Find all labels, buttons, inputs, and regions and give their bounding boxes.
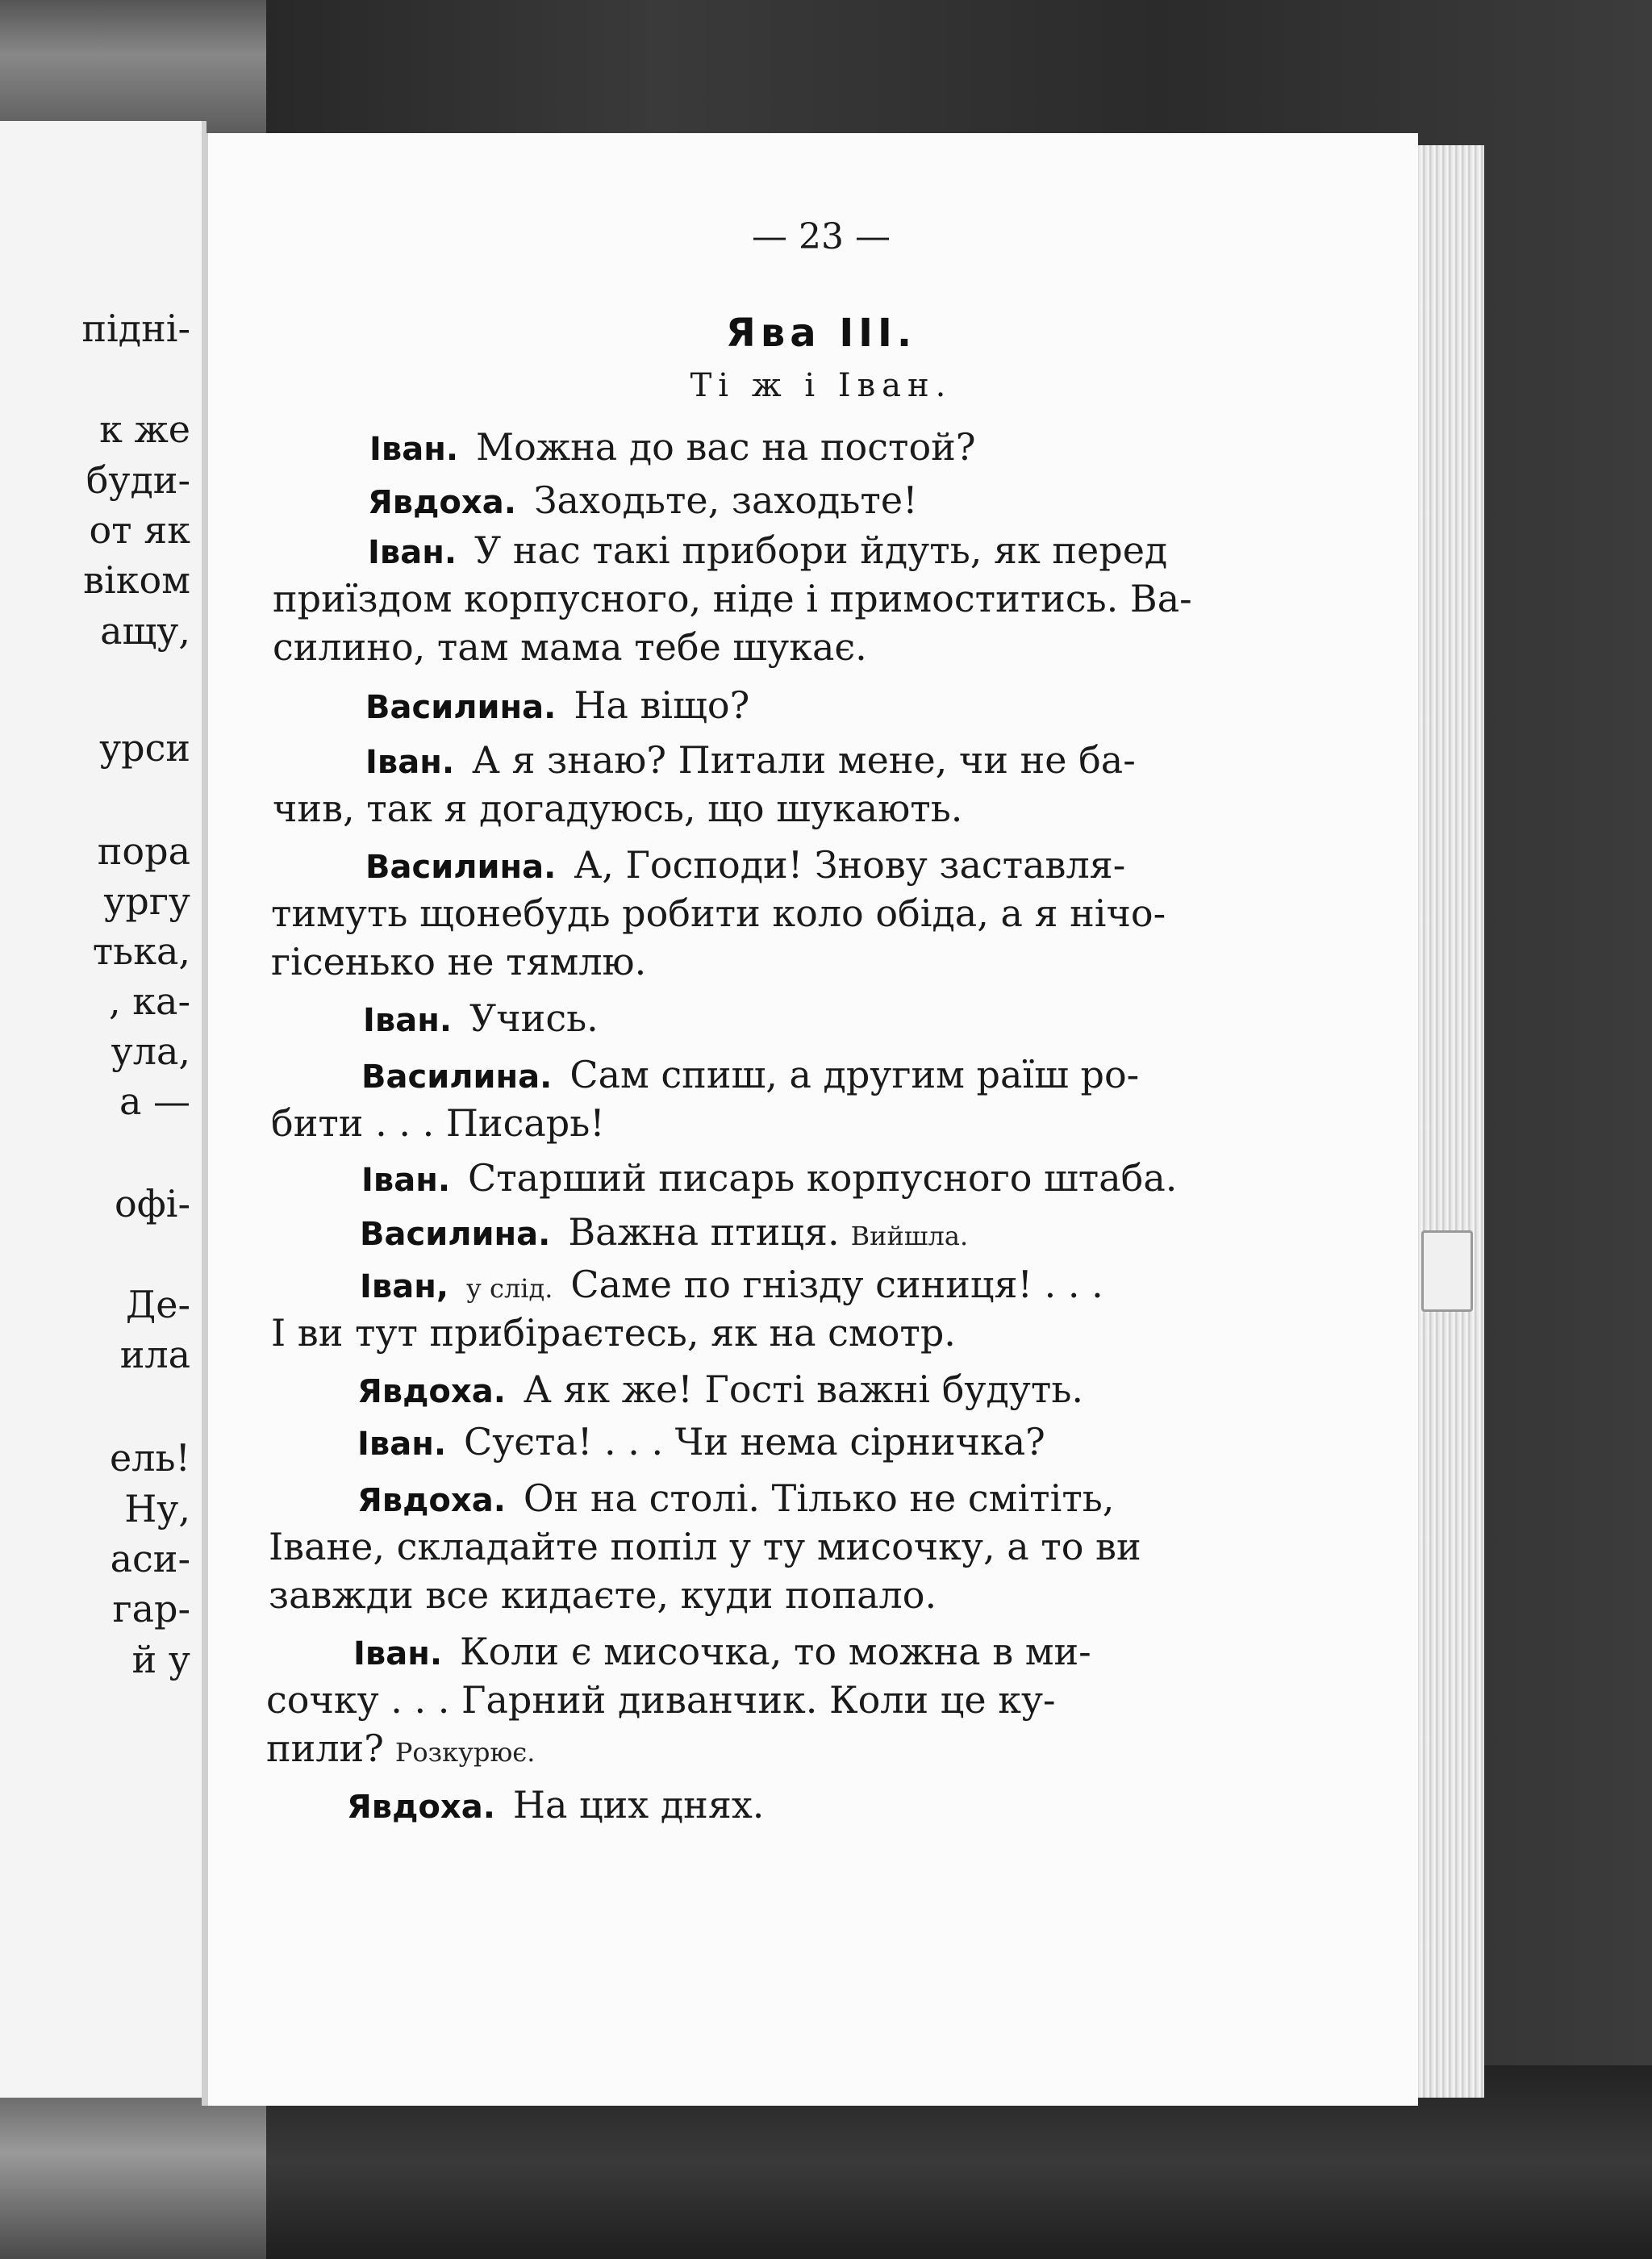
dialogue-line: [273, 577, 1192, 620]
line-text: На віщо?: [574, 683, 750, 727]
right-page: [202, 133, 1418, 2106]
line-text: пили?: [266, 1727, 384, 1770]
line-text: Саме по гнізду синиця! . . .: [570, 1263, 1103, 1306]
dialogue-line: [353, 1630, 1091, 1673]
dialogue-line: [368, 528, 1167, 572]
book-binding-top: [0, 0, 266, 137]
left-fragment: пора: [97, 829, 190, 873]
left-fragment: Де-: [125, 1283, 190, 1326]
line-text: Важна птиця.: [568, 1210, 840, 1254]
line-text: Учись.: [469, 996, 599, 1040]
dialogue-line: [266, 1678, 1056, 1722]
dialogue-line: [347, 1783, 764, 1827]
speaker-name: Іван.: [353, 1635, 443, 1672]
left-fragment: ула,: [111, 1029, 190, 1073]
left-fragment: тька,: [92, 929, 190, 973]
dialogue-line: [269, 1525, 1141, 1568]
speaker-name: Явдоха.: [347, 1789, 495, 1826]
speaker-name: Іван.: [368, 534, 457, 571]
left-fragment: ила: [119, 1333, 190, 1376]
dialogue-line: [363, 996, 599, 1040]
line-text: силино, там мама тебе шукає.: [273, 625, 867, 669]
dialogue-line: [269, 1573, 937, 1617]
line-text: гісенько не тямлю.: [271, 940, 647, 983]
left-fragment: к же: [99, 407, 190, 451]
line-text: сочку . . . Гарний диванчик. Коли це ку-: [266, 1678, 1056, 1722]
speaker-name: Іван,: [360, 1268, 449, 1305]
left-fragment: ащу,: [100, 609, 190, 653]
speaker-name: Іван.: [363, 1002, 453, 1039]
left-fragment: , ка-: [109, 979, 190, 1023]
dialogue-line: [271, 940, 646, 983]
line-text: Сам спиш, а другим раїш ро-: [569, 1053, 1140, 1096]
stage-direction: Розкурює.: [394, 1737, 536, 1768]
line-text: завжди все кидаєте, куди попало.: [269, 1573, 937, 1617]
line-text: Он на столі. Тілько не смітіть,: [523, 1476, 1115, 1520]
book-binding-bottom: [0, 2082, 266, 2259]
dialogue-line: [360, 1263, 1103, 1306]
line-text: приїздом корпусного, ніде і примоститись. Ва-: [273, 577, 1192, 620]
line-text: А, Господи! Знову заставля-: [574, 843, 1126, 887]
scene-heading: Ява III.: [725, 311, 917, 356]
line-text: тимуть щонебудь робити коло обіда, а я нічо-: [271, 891, 1166, 935]
left-fragment: офі-: [115, 1182, 190, 1226]
left-fragment: віком: [83, 558, 190, 602]
speaker-name: Василина.: [360, 1216, 551, 1253]
line-text: Коли є мисочка, то можна в ми-: [460, 1630, 1091, 1673]
speaker-name: Василина.: [365, 849, 557, 886]
dialogue-line: [368, 478, 918, 522]
dialogue-line: [357, 1368, 1083, 1411]
page-number: — 23 —: [752, 216, 891, 257]
dialogue-line: [365, 683, 749, 727]
speaker-name: Іван.: [357, 1426, 447, 1463]
line-text: Можна до вас на постой?: [476, 425, 976, 469]
speaker-name: Василина.: [361, 1059, 553, 1096]
speaker-name: Василина.: [365, 689, 557, 726]
dialogue-line: [271, 1311, 956, 1355]
left-fragment: гар-: [112, 1587, 190, 1631]
speaker-name: Іван.: [369, 431, 459, 468]
line-text: У нас такі прибори йдуть, як перед: [474, 528, 1168, 572]
dialogue-line: [361, 1053, 1139, 1096]
dialogue-line: [361, 1156, 1177, 1200]
left-fragment: аси-: [110, 1537, 190, 1580]
line-text: І ви тут прибіраєтесь, як на смотр.: [271, 1311, 956, 1355]
line-text: Старший писарь корпусного штаба.: [468, 1156, 1178, 1200]
dialogue-line: [357, 1476, 1114, 1520]
line-text: бити . . . Писарь!: [271, 1101, 605, 1145]
dialogue-line: [357, 1420, 1045, 1464]
speaker-name: Іван.: [361, 1162, 451, 1199]
dialogue-line: [273, 787, 962, 830]
left-fragment: урси: [99, 726, 190, 770]
left-fragment: буди-: [86, 458, 190, 502]
left-fragment: а —: [119, 1079, 190, 1123]
dialogue-line: [369, 425, 975, 469]
left-fragment: підні-: [81, 307, 190, 350]
left-fragment: ель!: [110, 1436, 190, 1480]
dialogue-line: [271, 1101, 605, 1145]
dialogue-line: [273, 625, 867, 669]
speaker-name: Явдоха.: [357, 1482, 506, 1519]
left-page: [0, 121, 206, 2098]
stage-direction: у слід.: [466, 1273, 553, 1304]
speaker-name: Явдоха.: [357, 1373, 506, 1410]
line-text: чив, так я догадуюсь, що шукають.: [273, 787, 963, 830]
line-text: А як же! Гості важні будуть.: [523, 1368, 1083, 1411]
speaker-name: Іван.: [365, 744, 455, 781]
speaker-name: Явдоха.: [368, 484, 516, 521]
line-text: А я знаю? Питали мене, чи не ба-: [472, 738, 1136, 782]
left-fragment: от як: [89, 508, 190, 552]
dialogue-line: [360, 1210, 968, 1254]
left-fragment: Ну,: [124, 1487, 190, 1530]
stage-direction: Вийшла.: [850, 1221, 969, 1251]
line-text: Заходьте, заходьте!: [533, 478, 918, 522]
dialogue-line: [271, 891, 1166, 935]
dialogue-line: [365, 843, 1125, 887]
paper-tab: [1421, 1230, 1473, 1312]
left-fragment: й у: [131, 1638, 190, 1681]
line-text: На цих днях.: [512, 1783, 765, 1827]
line-text: Іване, складайте попіл у ту мисочку, а то ви: [269, 1525, 1141, 1568]
line-text: Суєта! . . . Чи нема сірничка?: [464, 1420, 1045, 1464]
dialogue-line: [365, 738, 1136, 782]
scene-subheading: Ті ж і Іван.: [690, 367, 953, 404]
dialogue-line: [266, 1727, 535, 1770]
left-fragment: ургу: [103, 879, 190, 923]
